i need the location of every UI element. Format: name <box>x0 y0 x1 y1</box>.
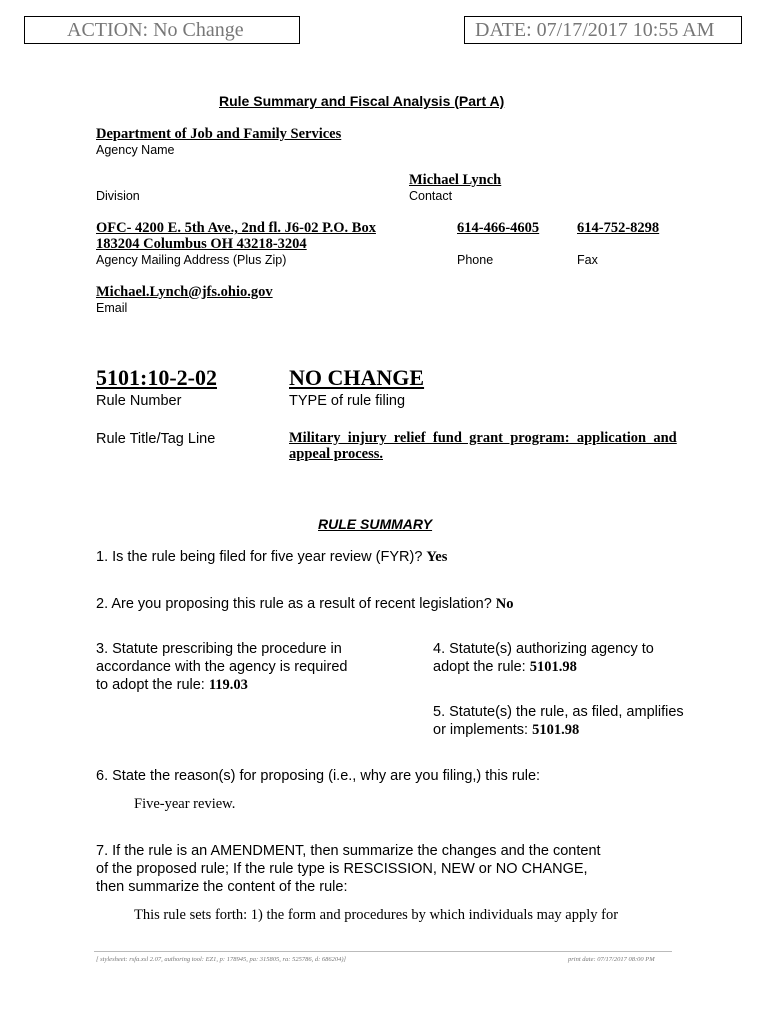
question-4-line1: 4. Statute(s) authorizing agency to <box>433 641 654 657</box>
address-label: Agency Mailing Address (Plus Zip) <box>96 253 287 267</box>
question-2 <box>96 595 514 613</box>
question-5-line1: 5. Statute(s) the rule, as filed, amplifies <box>433 704 684 720</box>
answer-4: 5101.98 <box>529 659 577 675</box>
rule-title-line2: appeal process. <box>289 446 383 462</box>
footer-print-date: print date: 07/17/2017 08:00 PM <box>568 956 655 963</box>
email-label: Email <box>96 301 128 315</box>
question-1-text: 1. Is the rule being filed for five year review (FYR)? <box>96 549 423 565</box>
division-label: Division <box>96 189 140 203</box>
address-line1: OFC- 4200 E. 5th Ave., 2nd fl. J6-02 P.O. Box <box>96 220 376 236</box>
question-3-line2: accordance with the agency is required <box>96 659 348 675</box>
question-4-line2: adopt the rule: <box>433 659 526 675</box>
question-5-line2-wrap <box>433 721 684 739</box>
rule-title-line1: Military injury relief fund grant program: application and <box>289 430 677 446</box>
fax-value: 614-752-8298 <box>577 220 660 236</box>
question-3-line3: to adopt the rule: <box>96 677 205 693</box>
contact-value: Michael Lynch <box>409 172 502 188</box>
date-box <box>464 16 742 44</box>
question-5-line2: or implements: <box>433 722 529 738</box>
rule-summary-heading: RULE SUMMARY <box>318 516 433 532</box>
phone-label: Phone <box>457 253 494 267</box>
answer-2: No <box>495 596 514 612</box>
email-value: Michael.Lynch@jfs.ohio.gov <box>96 284 273 300</box>
answer-6: Five-year review. <box>134 796 236 812</box>
contact-label: Contact <box>409 189 453 203</box>
footer-stylesheet-info: [ stylesheet: rsfa.xsl 2.07, authoring tool: EZ1, p: 178945, pa: 315805, ra: 525786, d: 686204)] <box>96 956 347 963</box>
question-7 <box>96 842 601 896</box>
question-7-line2: of the proposed rule; If the rule type is RESCISSION, NEW or NO CHANGE, <box>96 861 588 877</box>
question-4-line2-wrap <box>433 658 654 676</box>
address-line2: 183204 Columbus OH 43218-3204 <box>96 236 307 252</box>
agency-name-value: Department of Job and Family Services <box>96 126 342 142</box>
answer-5: 5101.98 <box>532 722 580 738</box>
question-5 <box>433 703 684 739</box>
action-text: ACTION: No Change <box>67 19 244 41</box>
rule-title-label: Rule Title/Tag Line <box>96 431 216 447</box>
question-3-line1: 3. Statute prescribing the procedure in <box>96 641 342 657</box>
answer-1: Yes <box>426 549 448 565</box>
agency-name-label: Agency Name <box>96 143 175 157</box>
footer-divider <box>94 951 672 952</box>
page-title: Rule Summary and Fiscal Analysis (Part A) <box>219 93 505 109</box>
answer-7: This rule sets forth: 1) the form and procedures by which individuals may apply for <box>134 907 619 923</box>
question-3 <box>96 640 347 694</box>
question-7-line3: then summarize the content of the rule: <box>96 879 348 895</box>
question-1 <box>96 548 447 566</box>
question-6: 6. State the reason(s) for proposing (i.e., why are you filing,) this rule: <box>96 768 541 784</box>
rule-number: 5101:10-2-02 <box>96 365 217 390</box>
fax-label: Fax <box>577 253 598 267</box>
answer-3: 119.03 <box>208 677 248 693</box>
action-box <box>24 16 300 44</box>
rule-type-label: TYPE of rule filing <box>289 393 406 409</box>
phone-value: 614-466-4605 <box>457 220 540 236</box>
question-2-text: 2. Are you proposing this rule as a result of recent legislation? <box>96 596 492 612</box>
rule-number-label: Rule Number <box>96 393 182 409</box>
question-4 <box>433 640 654 676</box>
question-7-line1: 7. If the rule is an AMENDMENT, then summarize the changes and the content <box>96 843 601 859</box>
date-text: DATE: 07/17/2017 10:55 AM <box>475 19 715 41</box>
question-3-line3-wrap <box>96 676 347 694</box>
rule-type: NO CHANGE <box>289 365 425 390</box>
